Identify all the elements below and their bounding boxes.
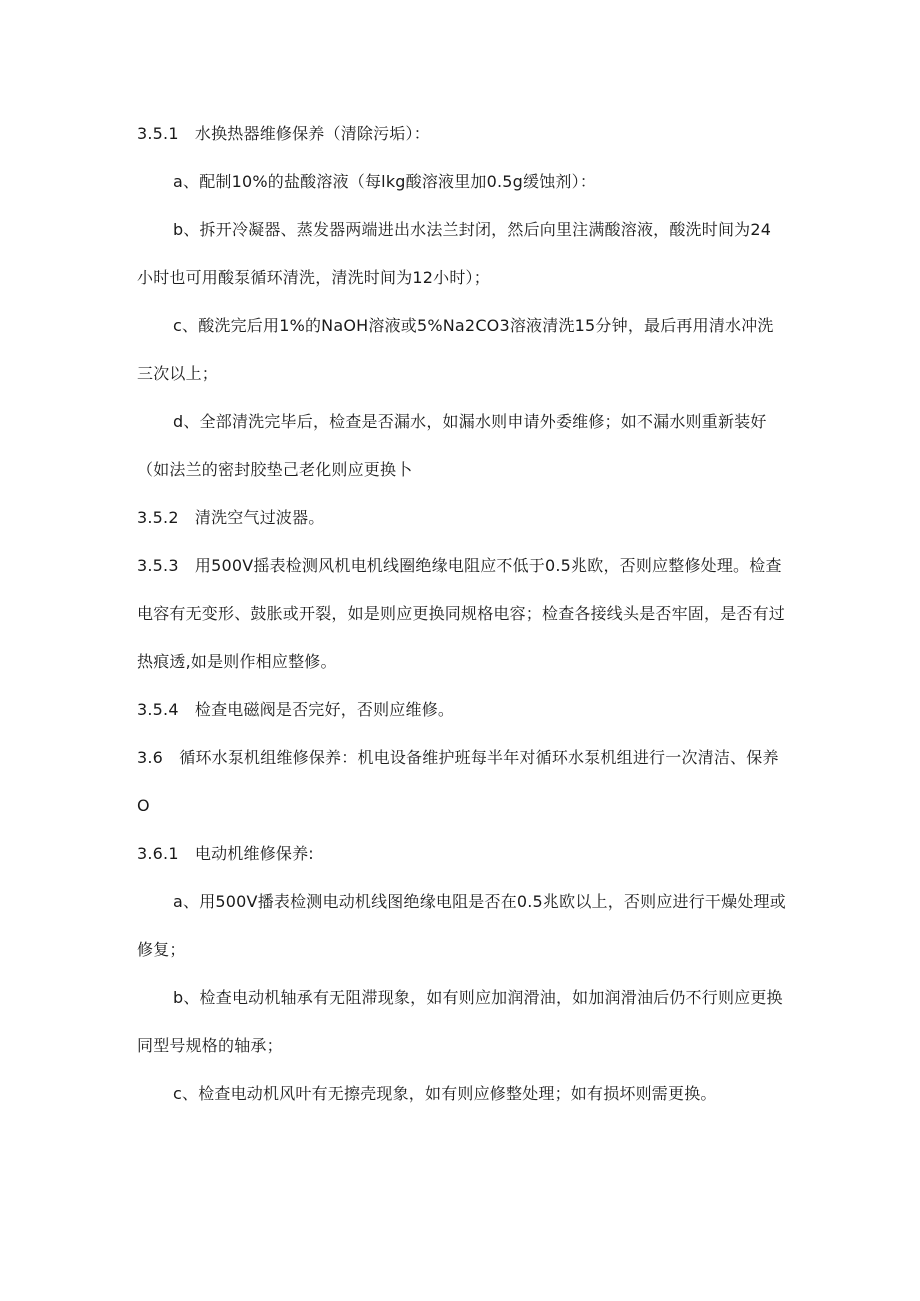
item-b-bearing-check: b、检查电动机轴承有无阻滞现象，如有则应加润滑油，如加润滑油后仍不行则应更换同型号规格的轴承； <box>137 988 783 1055</box>
item-c-neutralize: c、酸洗完后用1%的NaOH溶液或5%Na2CO3溶液清洗15分钟，最后再用清水冲洗三次以上； <box>137 316 774 383</box>
item-c-fan-blade-check: c、检查电动机风叶有无擦壳现象，如有则应修整处理；如有损坏则需更换。 <box>173 1084 717 1103</box>
section-3-5-2: 3.5.2 清洗空气过波器。 <box>137 508 325 527</box>
item-b-disassemble: b、拆开冷凝器、蒸发器两端进出水法兰封闭，然后向里注满酸溶液，酸洗时间为24小时也可用酸泵循环清洗，清洗时间为12小时）； <box>137 220 772 287</box>
item-a-insulation-test: a、用500V播表检测电动机线图绝缘电阻是否在0.5兆欧以上，否则应进行干燥处理或修复； <box>137 892 786 959</box>
section-3-5-1-heading: 3.5.1 水换热器维修保养（清除污垢）： <box>137 124 430 143</box>
section-3-6-1-heading: 3.6.1 电动机维修保养: <box>137 844 314 863</box>
item-d-leak-check: d、全部清洗完毕后，检查是否漏水，如漏水则申请外委维修；如不漏水则重新装好（如法兰的密封胶垫己老化则应更换卜 <box>137 412 767 479</box>
item-a-acid-solution: a、配制10%的盐酸溶液（每lkg酸溶液里加0.5g缓蚀剂）： <box>173 172 597 191</box>
section-3-5-4: 3.5.4 检查电磁阀是否完好，否则应维修。 <box>137 700 455 719</box>
section-3-5-3: 3.5.3 用500V摇表检测风机电机线圈绝缘电阻应不低于0.5兆欧，否则应整修处理。检查电容有无变形、鼓胀或开裂，如是则应更换同规格电容；检查各接线头是否牢固，是否有过热痕透,如是则作相应整修。 <box>137 556 786 671</box>
section-3-6: 3.6 循环水泵机组维修保养：机电设备维护班每半年对循环水泵机组进行一次清洁、保养O <box>137 748 779 815</box>
